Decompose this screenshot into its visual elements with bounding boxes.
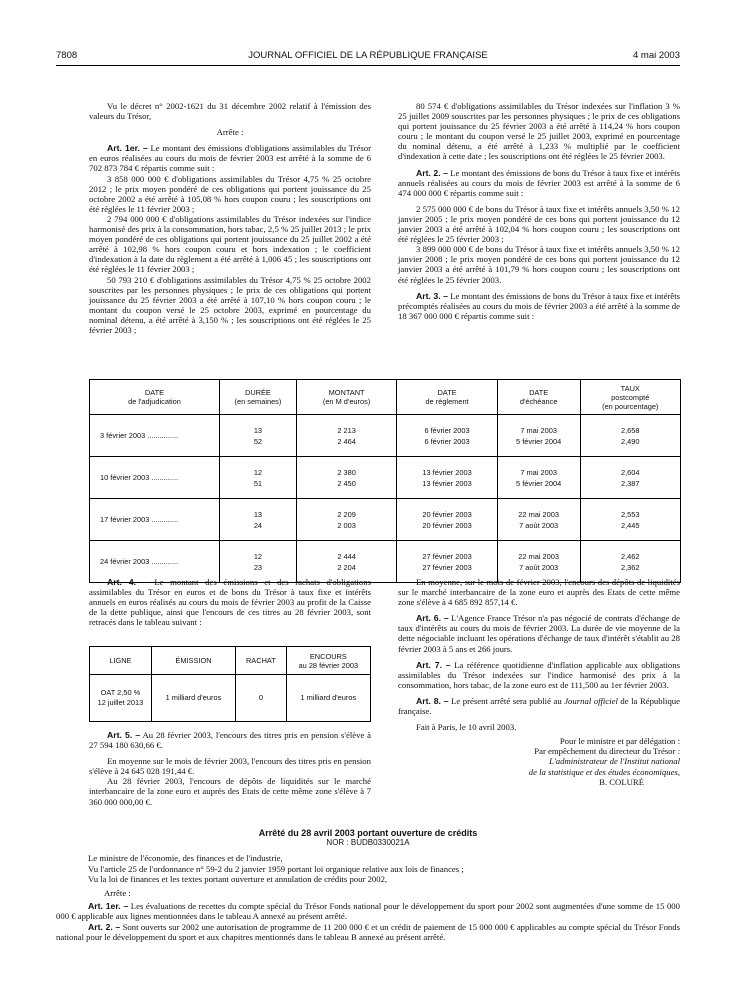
- column-header: DATE d'échéance: [497, 380, 580, 415]
- paragraph: Au 28 février 2003, l'encours de dépôts de liquidités sur le marché interbancaire de la zone euro et auprès des Etats de cette même zone s'élève à 7 360 000 000,00 €.: [89, 776, 371, 807]
- cell-taux: 2,604 2,387: [580, 457, 680, 499]
- cell-rachat: 0: [236, 675, 287, 722]
- page-number: 7808: [56, 50, 78, 61]
- cell-reglement: 6 février 2003 6 février 2003: [397, 415, 497, 457]
- cell-duree: 13 24: [220, 499, 297, 541]
- article-label: Art. 3. –: [416, 290, 448, 301]
- article-label: Art. 8. –: [416, 695, 449, 706]
- article-7: Art. 7. – La référence quotidienne d'inflation applicable aux obligations assimilables du Trésor indexées sur l'indice harmonisé des prix à la consommation, hors tabac, de la zone euro est de 111,500 au 1er février 2003.: [398, 659, 680, 690]
- fait-a-paris: Fait à Paris, le 10 avril 2003.: [416, 722, 517, 733]
- article-label: Art. 5. –: [107, 730, 141, 740]
- signature-line: Par empêchement du directeur du Trésor :: [534, 746, 680, 757]
- paragraph: Le ministre de l'économie, des finances et de l'industrie,: [88, 853, 283, 864]
- table-header-row: [90, 380, 681, 415]
- cell-echeance: 22 mai 2003 7 août 2003: [497, 499, 580, 541]
- cell-montant: 2 444 2 204: [296, 541, 396, 583]
- cell-duree: 12 51: [220, 457, 297, 499]
- right-column-top: [398, 101, 680, 321]
- oat-table: [89, 646, 371, 722]
- page-header: [56, 50, 680, 64]
- left-column-bottom-a: [89, 577, 371, 627]
- cell-echeance: 7 mai 2003 5 février 2004: [497, 457, 580, 499]
- signature-line: L'administrateur de l'Institut national: [549, 756, 680, 767]
- cell-date: 24 février 2003 .............: [90, 541, 220, 583]
- left-column-bottom-b: [89, 730, 371, 807]
- paragraph: Vu la loi de finances et les textes portant ouverture et annulation de crédits pour 2002,: [88, 873, 388, 884]
- article-label: Art. 1er. –: [88, 901, 129, 912]
- cell-duree: 12 23: [220, 541, 297, 583]
- cell-reglement: 20 février 2003 20 février 2003: [397, 499, 497, 541]
- cell-taux: 2,553 2,445: [580, 499, 680, 541]
- column-header: ENCOURS au 28 février 2003: [286, 647, 370, 675]
- article-label: Art. 4. –: [107, 577, 148, 587]
- paragraph: En moyenne, sur le mois de février 2003, l'encours des dépôts de liquidités sur le marché interbancaire de la zone euro et auprès des Etats de cette même zone s'élève à 4 685 892 857,14 €.: [398, 577, 680, 608]
- table-row: [90, 675, 371, 722]
- signature-line: de la statistique et des études économiques,: [528, 766, 680, 777]
- signature-line: Pour le ministre et par délégation :: [559, 736, 680, 747]
- article-6: Art. 6. – L'Agence France Trésor n'a pas négocié de contrats d'échange de taux d'intérêts au cours du mois de février 2003. La durée de vie moyenne de la dette négociable incluant les opérations d'échange de taux d'intérêt s'établit au 28 février 2003 à 5 ans et 266 jours.: [398, 613, 680, 654]
- cell-emission: 1 milliard d'euros: [151, 675, 235, 722]
- cell-date: 3 février 2003 ...............: [90, 415, 220, 457]
- article-1: Art. 1er. – Les évaluations de recettes du compte spécial du Trésor Fonds national pour le développement du sport pour 2002 sont augmentées d'une somme de 15 000 000 € applicable aux lignes mentionnées dans le tableau A annexé au présent arrêté.: [56, 901, 680, 922]
- signatory-name: B. COLURÉ: [599, 776, 644, 787]
- header-rule: [56, 65, 680, 66]
- cell-montant: 2 209 2 003: [296, 499, 396, 541]
- paragraph: 2 794 000 000 € d'obligations assimilables du Trésor indexées sur l'indice harmonisé des prix à la consommation, hors tabac, 2,5 % 25 juillet 2013 ; le prix moyen pondéré de ces obligations qui portent jouissance du 25 juillet 2002 a été arrêté à 102,98 % hors coupon couru et hors indexation ; le coefficient d'indexation à la date du règlement a été arrêté à 1,006 45 ; les souscriptions ont été réglées le 11 février 2003 ;: [89, 213, 371, 275]
- cell-taux: 2,462 2,362: [580, 541, 680, 583]
- paragraph: 3 899 000 000 € de bons du Trésor à taux fixe et intérêts annuels 3,50 % 12 janvier 2008 ; le prix moyen pondéré de ces bons qui portent jouissance du 12 janvier 2003 a été arrêté à 101,79 % hors coupon couru ; les souscriptions ont été réglées le 25 février 2003.: [398, 244, 680, 285]
- column-header: TAUX postcompté (en pourcentage): [580, 380, 680, 415]
- table-row: [90, 415, 681, 457]
- treasury-bills-table: [89, 379, 681, 583]
- table-header-row: [90, 647, 371, 675]
- paragraph: 80 574 € d'obligations assimilables du Trésor indexées sur l'inflation 3 % 25 juillet 2009 souscrites par les personnes physiques ; le prix de ces obligations qui portent jouissance du 25 février 2003 a été arrêté à 114,24 % hors coupon couru ; le montant du coupon versé le 25 juillet 2003, exprimé en pourcentage du nominal détenu, a été arrêté à 1,233 % multiplié par le coefficient d'indexation à cette date ; les souscriptions ont été réglées le 25 février 2003.: [398, 101, 680, 162]
- right-column-bottom: [398, 577, 680, 787]
- cell-echeance: 22 mai 2003 7 août 2003: [497, 541, 580, 583]
- cell-duree: 13 52: [220, 415, 297, 457]
- issue-date: 4 mai 2003: [632, 50, 680, 61]
- article-1: Art. 1er. – Le montant des émissions d'obligations assimilables du Trésor en euros réalisées au cours du mois de février 2003 est arrêté à la somme de 6 702 873 784 € répartis comme suit :: [89, 143, 371, 174]
- article-label: Art. 2. –: [416, 167, 448, 178]
- cell-ligne: OAT 2,50 % 12 juillet 2013: [90, 675, 152, 722]
- cell-taux: 2,658 2,490: [580, 415, 680, 457]
- article-8: Art. 8. – Le présent arrêté sera publié au Journal officiel de la République française.: [398, 695, 680, 717]
- article-label: Art. 2. –: [88, 921, 121, 932]
- arrete-heading: Arrête :: [104, 888, 131, 899]
- cell-date: 17 février 2003 .............: [90, 499, 220, 541]
- article-2: Art. 2. – Le montant des émissions de bons du Trésor à taux fixe et intérêts annuels réalisées au cours du mois de février 2003 est arrêté à la somme de 6 474 000 000 € répartis comme suit :: [398, 167, 680, 198]
- column-header: DATE de l'adjudication: [90, 380, 220, 415]
- cell-encours: 1 milliard d'euros: [286, 675, 370, 722]
- second-decree: [56, 828, 680, 942]
- left-column-top: [89, 101, 371, 335]
- paragraph: 2 575 000 000 € de bons du Trésor à taux fixe et intérêts annuels 3,50 % 12 janvier 2005 ; le prix moyen pondéré de ces bons qui portent jouissance du 12 janvier 2003 a été arrêté à 102,04 % hors coupon couru ; les souscriptions ont été réglées le 25 février 2003 ;: [398, 203, 680, 245]
- cell-date: 10 février 2003 .............: [90, 457, 220, 499]
- column-header: DATE de règlement: [397, 380, 497, 415]
- cell-montant: 2 380 2 450: [296, 457, 396, 499]
- paragraph: 3 858 000 000 € d'obligations assimilables du Trésor 4,75 % 25 octobre 2012 ; le prix moyen pondéré de ces obligations qui portent jouissance du 25 octobre 2002 a été arrêté à 105,08 % hors coupon couru ; les souscriptions ont été réglées le 11 février 2003 ;: [89, 173, 371, 214]
- article-label: Art. 7. –: [416, 659, 451, 670]
- column-header: DURÉE (en semaines): [220, 380, 297, 415]
- journal-reference: Journal officiel: [564, 695, 618, 706]
- journal-title: JOURNAL OFFICIEL DE LA RÉPUBLIQUE FRANÇAISE: [248, 50, 488, 61]
- article-5: Art. 5. – Au 28 février 2003, l'encours des titres pris en pension s'élève à 27 594 180 630,66 €.: [89, 730, 371, 751]
- paragraph: 50 793 210 € d'obligations assimilables du Trésor 4,75 % 25 octobre 2002 souscrites par les personnes physiques ; le prix de ces obligations qui portent jouissance du 25 février 2003 a été arrêté à 107,10 % hors coupon couru ; le montant du coupon versé le 25 octobre 2003, exprimé en pourcentage du nominal détenu, a été arrêté à 3,150 % ; les souscriptions ont été réglées le 25 février 2003 ;: [89, 274, 371, 335]
- column-header: RACHAT: [236, 647, 287, 675]
- table-row: [90, 457, 681, 499]
- cell-reglement: 13 février 2003 13 février 2003: [397, 457, 497, 499]
- article-4: Art. 4. – Le montant des émissions et des rachats d'obligations assimilables du Trésor en euros et de bons du Trésor à taux fixe et intérêts annuels en euros réalisés au cours du mois de février 2003 au profit de la Caisse de la dette publique, ainsi que l'encours de ces titres au 28 février 2003, sont retracés dans le tableau suivant :: [89, 577, 371, 628]
- article-2: Art. 2. – Sont ouverts sur 2002 une autorisation de programme de 11 200 000 € et un crédit de paiement de 15 000 000 € applicables au compte spécial du Trésor Fonds national pour le développement du sport et aux chapitres mentionnés dans le tableau B annexé au présent arrêté.: [56, 921, 680, 942]
- nor-reference: NOR : BUDB0330021A: [326, 838, 410, 848]
- decree-title: Arrêté du 28 avril 2003 portant ouverture de crédits: [258, 828, 478, 838]
- table-row: [90, 499, 681, 541]
- paragraph: Vu l'article 25 de l'ordonnance n° 59-2 du 2 janvier 1959 portant loi organique relative aux lois de finances ;: [88, 863, 464, 874]
- cell-montant: 2 213 2 464: [296, 415, 396, 457]
- paragraph: En moyenne sur le mois de février 2003, l'encours des titres pris en pension s'élève à 24 645 028 191,44 €.: [89, 756, 371, 777]
- article-label: Art. 1er. –: [107, 143, 148, 154]
- arrete-heading: Arrête :: [216, 127, 244, 138]
- cell-echeance: 7 mai 2003 5 février 2004: [497, 415, 580, 457]
- article-label: Art. 6. –: [416, 613, 449, 624]
- paragraph: Vu le décret n° 2002-1621 du 31 décembre 2002 relatif à l'émission des valeurs du Trésor,: [89, 101, 371, 122]
- column-header: MONTANT (en M d'euros): [296, 380, 396, 415]
- cell-reglement: 27 février 2003 27 février 2003: [397, 541, 497, 583]
- column-header: ÉMISSION: [151, 647, 235, 675]
- article-3: Art. 3. – Le montant des émissions de bons du Trésor à taux fixe et intérêts précomptés réalisées au cours du mois de février 2003 a été arrêté à la somme de 18 367 000 000 € répartis comme suit :: [398, 290, 680, 321]
- column-header: LIGNE: [90, 647, 152, 675]
